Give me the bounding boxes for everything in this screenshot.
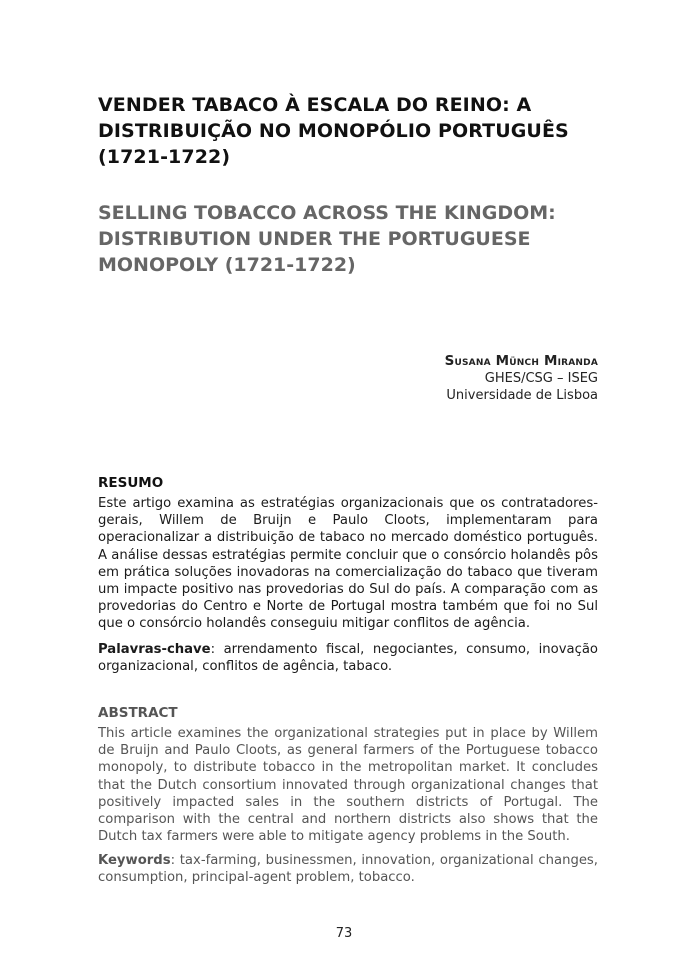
resumo-keywords: [98, 641, 598, 675]
resumo-keywords-list: : arrendamento fiscal, negociantes, consumo, inovação organizacional, conflitos de agência, tabaco.: [98, 642, 598, 675]
author-affiliation-unit: GHES/CSG – ISEG: [484, 371, 598, 386]
title-portuguese: VENDER TABACO À ESCALA DO REINO: A DISTRIBUIÇÃO NO MONOPÓLIO PORTUGUÊS (1721-1722): [98, 94, 569, 168]
abstract-text: This article examines the organizational strategies put in place by Willem de Bruijn and Paulo Cloots, as general farmers of the Portuguese tobacco monopoly, to distribute tobacco in the metropolitan market. It concludes that the Dutch consortium innovated through organizational changes that positively impacted sales in the southern districts of Portugal. The comparison with the central and northern districts also shows that the Dutch tax farmers were able to mitigate agency problems in the South.: [98, 726, 598, 845]
resumo-keywords-label: Palavras-chave: [98, 642, 211, 657]
abstract-heading: ABSTRACT: [98, 705, 178, 721]
title-english: SELLING TOBACCO ACROSS THE KINGDOM: DISTRIBUTION UNDER THE PORTUGUESE MONOPOLY (1721-1722): [98, 202, 556, 276]
page-number: 73: [335, 926, 353, 941]
resumo-heading: RESUMO: [98, 475, 164, 491]
author-affiliation-university: Universidade de Lisboa: [446, 388, 598, 403]
abstract-keywords: [98, 852, 598, 886]
abstract-keywords-label: Keywords: [98, 853, 171, 868]
abstract-keywords-list: : tax-farming, businessmen, innovation, organizational changes, consumption, principal-agent problem, tobacco.: [98, 853, 598, 886]
author-name: Susana Münch Miranda: [444, 353, 598, 369]
resumo-text: Este artigo examina as estratégias organizacionais que os contratadores-gerais, Willem de Bruijn e Paulo Cloots, implementaram para operacionalizar a distribuição de tabaco no mercado doméstico português. A análise dessas estratégias permite concluir que o consórcio holandês pôs em prática soluções inovadoras na comercialização do tabaco que tiveram um impacte positivo nas provedorias do Sul do país. A comparação com as provedorias do Centro e Norte de Portugal mostra também que foi no Sul que o consórcio holandês conseguiu mitigar conflitos de agência.: [98, 496, 598, 632]
author-block: [298, 353, 598, 404]
